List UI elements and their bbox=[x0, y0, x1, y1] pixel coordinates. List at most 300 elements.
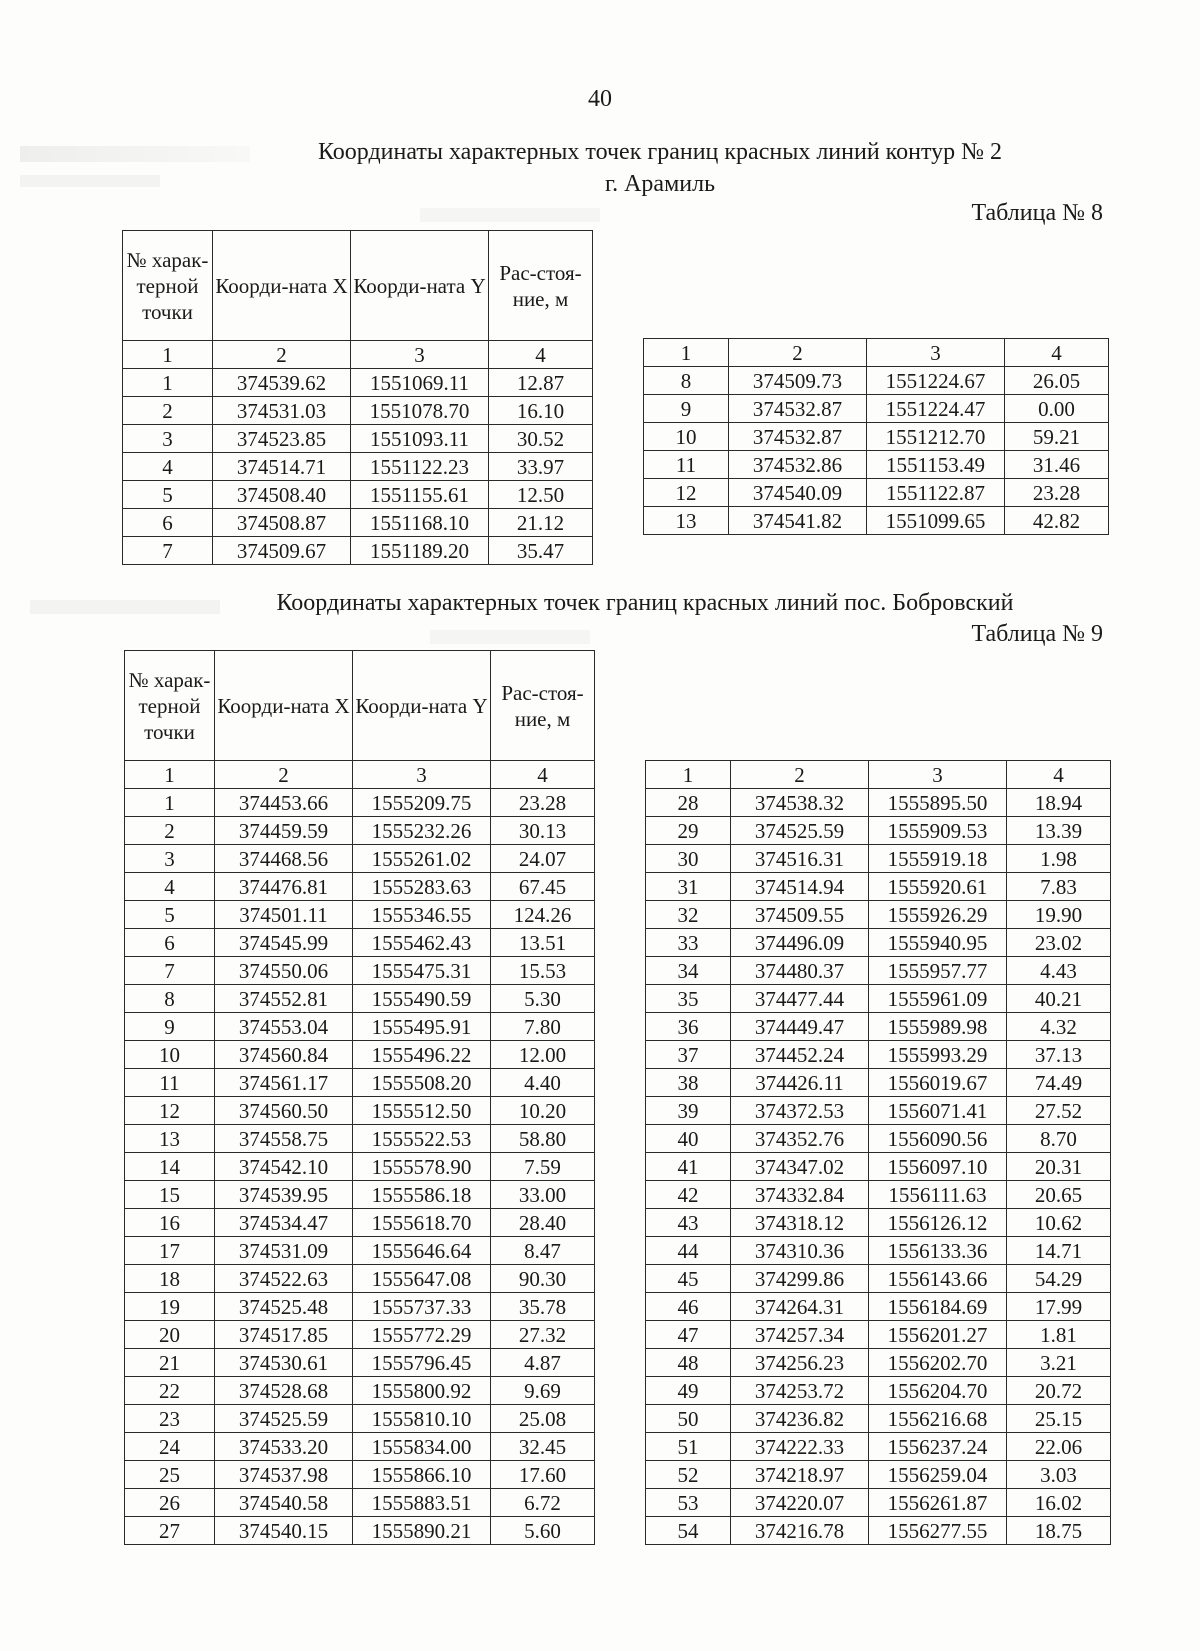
distance-cell: 9.69 bbox=[491, 1377, 595, 1405]
point-number-cell: 37 bbox=[646, 1041, 731, 1069]
coord-y-cell: 1555919.18 bbox=[869, 845, 1007, 873]
point-number-cell: 28 bbox=[646, 789, 731, 817]
distance-cell: 17.99 bbox=[1007, 1293, 1111, 1321]
table-row bbox=[125, 1433, 595, 1461]
table-9-left bbox=[124, 650, 595, 1545]
distance-cell: 42.82 bbox=[1005, 507, 1109, 535]
distance-cell: 1.81 bbox=[1007, 1321, 1111, 1349]
point-number-cell: 45 bbox=[646, 1265, 731, 1293]
coord-y-cell: 1556071.41 bbox=[869, 1097, 1007, 1125]
coord-x-cell: 374514.94 bbox=[731, 873, 869, 901]
distance-cell: 15.53 bbox=[491, 957, 595, 985]
coord-y-cell: 1555209.75 bbox=[353, 789, 491, 817]
coord-x-cell: 374531.09 bbox=[215, 1237, 353, 1265]
table-row bbox=[125, 1181, 595, 1209]
coord-y-cell: 1555993.29 bbox=[869, 1041, 1007, 1069]
point-number-cell: 22 bbox=[125, 1377, 215, 1405]
column-number: 4 bbox=[489, 341, 593, 369]
table-row bbox=[646, 957, 1111, 985]
distance-cell: 3.21 bbox=[1007, 1349, 1111, 1377]
point-number-cell: 49 bbox=[646, 1377, 731, 1405]
table-row bbox=[644, 395, 1109, 423]
coord-y-cell: 1551155.61 bbox=[351, 481, 489, 509]
distance-cell: 40.21 bbox=[1007, 985, 1111, 1013]
distance-cell: 10.62 bbox=[1007, 1209, 1111, 1237]
distance-cell: 25.08 bbox=[491, 1405, 595, 1433]
coord-y-cell: 1555475.31 bbox=[353, 957, 491, 985]
point-number-cell: 40 bbox=[646, 1125, 731, 1153]
table-row bbox=[646, 1097, 1111, 1125]
distance-cell: 35.78 bbox=[491, 1293, 595, 1321]
point-number-cell: 8 bbox=[125, 985, 215, 1013]
distance-cell: 12.87 bbox=[489, 369, 593, 397]
point-number-cell: 43 bbox=[646, 1209, 731, 1237]
coord-y-cell: 1555646.64 bbox=[353, 1237, 491, 1265]
distance-cell: 23.02 bbox=[1007, 929, 1111, 957]
distance-cell: 14.71 bbox=[1007, 1237, 1111, 1265]
coord-y-cell: 1555957.77 bbox=[869, 957, 1007, 985]
coord-x-cell: 374509.55 bbox=[731, 901, 869, 929]
coord-x-cell: 374508.87 bbox=[213, 509, 351, 537]
distance-cell: 28.40 bbox=[491, 1209, 595, 1237]
coord-x-cell: 374257.34 bbox=[731, 1321, 869, 1349]
distance-cell: 4.32 bbox=[1007, 1013, 1111, 1041]
point-number-cell: 11 bbox=[644, 451, 729, 479]
column-number-row bbox=[644, 339, 1109, 367]
coord-x-cell: 374525.48 bbox=[215, 1293, 353, 1321]
column-number-row bbox=[123, 341, 593, 369]
table-row bbox=[125, 1461, 595, 1489]
table-row bbox=[125, 1041, 595, 1069]
header-coord-x: Коорди-ната X bbox=[213, 231, 351, 341]
point-number-cell: 2 bbox=[125, 817, 215, 845]
table-row bbox=[125, 1321, 595, 1349]
coord-x-cell: 374539.62 bbox=[213, 369, 351, 397]
point-number-cell: 50 bbox=[646, 1405, 731, 1433]
table-8-right bbox=[643, 338, 1109, 535]
distance-cell: 35.47 bbox=[489, 537, 593, 565]
coord-x-cell: 374220.07 bbox=[731, 1489, 869, 1517]
point-number-cell: 7 bbox=[125, 957, 215, 985]
point-number-cell: 3 bbox=[125, 845, 215, 873]
column-number: 1 bbox=[644, 339, 729, 367]
coord-x-cell: 374222.33 bbox=[731, 1433, 869, 1461]
coord-y-cell: 1551069.11 bbox=[351, 369, 489, 397]
coord-x-cell: 374426.11 bbox=[731, 1069, 869, 1097]
coord-y-cell: 1556143.66 bbox=[869, 1265, 1007, 1293]
header-coord-x: Коорди-ната X bbox=[215, 651, 353, 761]
table-row bbox=[646, 1237, 1111, 1265]
distance-cell: 90.30 bbox=[491, 1265, 595, 1293]
point-number-cell: 2 bbox=[123, 397, 213, 425]
table-row bbox=[646, 1041, 1111, 1069]
coord-x-cell: 374459.59 bbox=[215, 817, 353, 845]
column-number: 2 bbox=[213, 341, 351, 369]
coord-x-cell: 374468.56 bbox=[215, 845, 353, 873]
point-number-cell: 20 bbox=[125, 1321, 215, 1349]
coord-y-cell: 1555926.29 bbox=[869, 901, 1007, 929]
coord-x-cell: 374453.66 bbox=[215, 789, 353, 817]
distance-cell: 7.80 bbox=[491, 1013, 595, 1041]
coord-x-cell: 374542.10 bbox=[215, 1153, 353, 1181]
point-number-cell: 21 bbox=[125, 1349, 215, 1377]
table-row bbox=[646, 1517, 1111, 1545]
coord-x-cell: 374477.44 bbox=[731, 985, 869, 1013]
coord-y-cell: 1556019.67 bbox=[869, 1069, 1007, 1097]
coord-x-cell: 374523.85 bbox=[213, 425, 351, 453]
table-row bbox=[646, 1321, 1111, 1349]
point-number-cell: 44 bbox=[646, 1237, 731, 1265]
coord-y-cell: 1555283.63 bbox=[353, 873, 491, 901]
coord-x-cell: 374531.03 bbox=[213, 397, 351, 425]
table-row bbox=[646, 1489, 1111, 1517]
point-number-cell: 46 bbox=[646, 1293, 731, 1321]
coord-y-cell: 1555496.22 bbox=[353, 1041, 491, 1069]
point-number-cell: 13 bbox=[125, 1125, 215, 1153]
coord-x-cell: 374236.82 bbox=[731, 1405, 869, 1433]
coord-y-cell: 1551153.49 bbox=[867, 451, 1005, 479]
coord-y-cell: 1555578.90 bbox=[353, 1153, 491, 1181]
column-number: 3 bbox=[867, 339, 1005, 367]
table-row bbox=[125, 1237, 595, 1265]
distance-cell: 26.05 bbox=[1005, 367, 1109, 395]
coord-x-cell: 374525.59 bbox=[731, 817, 869, 845]
coord-y-cell: 1555796.45 bbox=[353, 1349, 491, 1377]
distance-cell: 8.70 bbox=[1007, 1125, 1111, 1153]
point-number-cell: 10 bbox=[125, 1041, 215, 1069]
point-number-cell: 8 bbox=[644, 367, 729, 395]
coord-x-cell: 374532.86 bbox=[729, 451, 867, 479]
table-8-left bbox=[122, 230, 593, 565]
coord-x-cell: 374550.06 bbox=[215, 957, 353, 985]
table-row bbox=[646, 817, 1111, 845]
section-title-line-1: Координаты характерных точек границ красных линий контур № 2 bbox=[317, 139, 1003, 165]
distance-cell: 16.10 bbox=[489, 397, 593, 425]
coord-x-cell: 374533.20 bbox=[215, 1433, 353, 1461]
point-number-cell: 32 bbox=[646, 901, 731, 929]
coord-y-cell: 1556090.56 bbox=[869, 1125, 1007, 1153]
table-row bbox=[125, 901, 595, 929]
table-row bbox=[646, 873, 1111, 901]
coord-y-cell: 1556111.63 bbox=[869, 1181, 1007, 1209]
coord-y-cell: 1556126.12 bbox=[869, 1209, 1007, 1237]
table-row bbox=[125, 1097, 595, 1125]
coord-x-cell: 374558.75 bbox=[215, 1125, 353, 1153]
point-number-cell: 36 bbox=[646, 1013, 731, 1041]
section-title-bobrovsky: Координаты характерных точек границ красных линий пос. Бобровский bbox=[276, 590, 1014, 616]
column-number-row bbox=[125, 761, 595, 789]
coord-y-cell: 1555737.33 bbox=[353, 1293, 491, 1321]
coord-y-cell: 1551168.10 bbox=[351, 509, 489, 537]
coord-x-cell: 374528.68 bbox=[215, 1377, 353, 1405]
table-row bbox=[125, 1349, 595, 1377]
point-number-cell: 17 bbox=[125, 1237, 215, 1265]
coord-y-cell: 1556259.04 bbox=[869, 1461, 1007, 1489]
coord-y-cell: 1555772.29 bbox=[353, 1321, 491, 1349]
distance-cell: 6.72 bbox=[491, 1489, 595, 1517]
point-number-cell: 33 bbox=[646, 929, 731, 957]
coord-y-cell: 1556216.68 bbox=[869, 1405, 1007, 1433]
distance-cell: 58.80 bbox=[491, 1125, 595, 1153]
coord-x-cell: 374509.73 bbox=[729, 367, 867, 395]
distance-cell: 32.45 bbox=[491, 1433, 595, 1461]
table-row bbox=[125, 957, 595, 985]
coord-y-cell: 1556261.87 bbox=[869, 1489, 1007, 1517]
coord-y-cell: 1555866.10 bbox=[353, 1461, 491, 1489]
distance-cell: 20.72 bbox=[1007, 1377, 1111, 1405]
coord-y-cell: 1555586.18 bbox=[353, 1181, 491, 1209]
table-row bbox=[646, 901, 1111, 929]
table-row bbox=[123, 453, 593, 481]
coord-x-cell: 374496.09 bbox=[731, 929, 869, 957]
coord-x-cell: 374560.50 bbox=[215, 1097, 353, 1125]
point-number-cell: 51 bbox=[646, 1433, 731, 1461]
coord-y-cell: 1551189.20 bbox=[351, 537, 489, 565]
column-number: 2 bbox=[731, 761, 869, 789]
coord-y-cell: 1555618.70 bbox=[353, 1209, 491, 1237]
point-number-cell: 41 bbox=[646, 1153, 731, 1181]
distance-cell: 33.97 bbox=[489, 453, 593, 481]
coord-x-cell: 374540.15 bbox=[215, 1517, 353, 1545]
table-row bbox=[646, 1209, 1111, 1237]
coord-x-cell: 374541.82 bbox=[729, 507, 867, 535]
coord-x-cell: 374347.02 bbox=[731, 1153, 869, 1181]
coord-x-cell: 374299.86 bbox=[731, 1265, 869, 1293]
table-row bbox=[125, 1153, 595, 1181]
coord-y-cell: 1555508.20 bbox=[353, 1069, 491, 1097]
point-number-cell: 47 bbox=[646, 1321, 731, 1349]
coord-y-cell: 1555883.51 bbox=[353, 1489, 491, 1517]
coord-y-cell: 1555232.26 bbox=[353, 817, 491, 845]
point-number-cell: 23 bbox=[125, 1405, 215, 1433]
coord-x-cell: 374253.72 bbox=[731, 1377, 869, 1405]
point-number-cell: 18 bbox=[125, 1265, 215, 1293]
coord-y-cell: 1556204.70 bbox=[869, 1377, 1007, 1405]
coord-y-cell: 1556202.70 bbox=[869, 1349, 1007, 1377]
distance-cell: 37.13 bbox=[1007, 1041, 1111, 1069]
coord-x-cell: 374332.84 bbox=[731, 1181, 869, 1209]
coord-y-cell: 1555647.08 bbox=[353, 1265, 491, 1293]
coord-y-cell: 1555810.10 bbox=[353, 1405, 491, 1433]
distance-cell: 30.13 bbox=[491, 817, 595, 845]
distance-cell: 5.60 bbox=[491, 1517, 595, 1545]
coord-y-cell: 1555940.95 bbox=[869, 929, 1007, 957]
distance-cell: 21.12 bbox=[489, 509, 593, 537]
table-row bbox=[646, 1461, 1111, 1489]
distance-cell: 20.65 bbox=[1007, 1181, 1111, 1209]
table-row bbox=[125, 1405, 595, 1433]
point-number-cell: 6 bbox=[123, 509, 213, 537]
point-number-cell: 30 bbox=[646, 845, 731, 873]
table-row bbox=[125, 845, 595, 873]
column-number: 3 bbox=[353, 761, 491, 789]
coord-x-cell: 374537.98 bbox=[215, 1461, 353, 1489]
coord-y-cell: 1555346.55 bbox=[353, 901, 491, 929]
coord-x-cell: 374517.85 bbox=[215, 1321, 353, 1349]
coord-x-cell: 374532.87 bbox=[729, 423, 867, 451]
distance-cell: 18.94 bbox=[1007, 789, 1111, 817]
table-row bbox=[646, 1069, 1111, 1097]
table-row bbox=[646, 1125, 1111, 1153]
coord-y-cell: 1555920.61 bbox=[869, 873, 1007, 901]
coord-x-cell: 374561.17 bbox=[215, 1069, 353, 1097]
point-number-cell: 5 bbox=[123, 481, 213, 509]
coord-x-cell: 374476.81 bbox=[215, 873, 353, 901]
distance-cell: 17.60 bbox=[491, 1461, 595, 1489]
table-row bbox=[646, 1153, 1111, 1181]
table-row bbox=[644, 367, 1109, 395]
table-row bbox=[125, 1489, 595, 1517]
coord-y-cell: 1551078.70 bbox=[351, 397, 489, 425]
table-row bbox=[646, 1433, 1111, 1461]
coord-x-cell: 374264.31 bbox=[731, 1293, 869, 1321]
header-row bbox=[125, 651, 595, 761]
point-number-cell: 15 bbox=[125, 1181, 215, 1209]
coord-y-cell: 1551224.67 bbox=[867, 367, 1005, 395]
point-number-cell: 31 bbox=[646, 873, 731, 901]
coord-x-cell: 374553.04 bbox=[215, 1013, 353, 1041]
table-row bbox=[123, 425, 593, 453]
coord-y-cell: 1555522.53 bbox=[353, 1125, 491, 1153]
point-number-cell: 7 bbox=[123, 537, 213, 565]
coord-y-cell: 1551093.11 bbox=[351, 425, 489, 453]
table-row bbox=[646, 789, 1111, 817]
coord-x-cell: 374318.12 bbox=[731, 1209, 869, 1237]
header-coord-y: Коорди-ната Y bbox=[351, 231, 489, 341]
header-row bbox=[123, 231, 593, 341]
coord-y-cell: 1555261.02 bbox=[353, 845, 491, 873]
distance-cell: 4.40 bbox=[491, 1069, 595, 1097]
point-number-cell: 3 bbox=[123, 425, 213, 453]
table-row bbox=[646, 1349, 1111, 1377]
table-9-label: Таблица № 9 bbox=[971, 621, 1103, 647]
table-row bbox=[646, 1293, 1111, 1321]
point-number-cell: 42 bbox=[646, 1181, 731, 1209]
point-number-cell: 19 bbox=[125, 1293, 215, 1321]
coord-y-cell: 1551224.47 bbox=[867, 395, 1005, 423]
coord-x-cell: 374525.59 bbox=[215, 1405, 353, 1433]
coord-x-cell: 374538.32 bbox=[731, 789, 869, 817]
point-number-cell: 4 bbox=[123, 453, 213, 481]
table-row bbox=[644, 507, 1109, 535]
distance-cell: 5.30 bbox=[491, 985, 595, 1013]
distance-cell: 19.90 bbox=[1007, 901, 1111, 929]
scan-bleed-mark bbox=[420, 208, 600, 222]
coord-x-cell: 374545.99 bbox=[215, 929, 353, 957]
table-row bbox=[125, 1125, 595, 1153]
point-number-cell: 48 bbox=[646, 1349, 731, 1377]
table-row bbox=[125, 789, 595, 817]
header-distance: Рас-стоя-ние, м bbox=[489, 231, 593, 341]
point-number-cell: 10 bbox=[644, 423, 729, 451]
distance-cell: 16.02 bbox=[1007, 1489, 1111, 1517]
distance-cell: 13.51 bbox=[491, 929, 595, 957]
point-number-cell: 25 bbox=[125, 1461, 215, 1489]
distance-cell: 27.32 bbox=[491, 1321, 595, 1349]
point-number-cell: 9 bbox=[125, 1013, 215, 1041]
coord-y-cell: 1556277.55 bbox=[869, 1517, 1007, 1545]
point-number-cell: 24 bbox=[125, 1433, 215, 1461]
distance-cell: 27.52 bbox=[1007, 1097, 1111, 1125]
distance-cell: 18.75 bbox=[1007, 1517, 1111, 1545]
table-row bbox=[644, 451, 1109, 479]
table-row bbox=[125, 1069, 595, 1097]
distance-cell: 7.59 bbox=[491, 1153, 595, 1181]
coord-x-cell: 374452.24 bbox=[731, 1041, 869, 1069]
section-title-contour-2 bbox=[200, 136, 1120, 200]
point-number-cell: 9 bbox=[644, 395, 729, 423]
table-row bbox=[123, 509, 593, 537]
coord-x-cell: 374216.78 bbox=[731, 1517, 869, 1545]
table-row bbox=[123, 537, 593, 565]
point-number-cell: 14 bbox=[125, 1153, 215, 1181]
header-point-number: № харак-терной точки bbox=[123, 231, 213, 341]
table-row bbox=[646, 1181, 1111, 1209]
coord-x-cell: 374480.37 bbox=[731, 957, 869, 985]
table-row bbox=[646, 1377, 1111, 1405]
coord-y-cell: 1551212.70 bbox=[867, 423, 1005, 451]
coord-y-cell: 1551122.23 bbox=[351, 453, 489, 481]
coord-y-cell: 1556237.24 bbox=[869, 1433, 1007, 1461]
coord-y-cell: 1555834.00 bbox=[353, 1433, 491, 1461]
point-number-cell: 1 bbox=[125, 789, 215, 817]
point-number-cell: 38 bbox=[646, 1069, 731, 1097]
distance-cell: 23.28 bbox=[1005, 479, 1109, 507]
coord-y-cell: 1551099.65 bbox=[867, 507, 1005, 535]
coord-x-cell: 374534.47 bbox=[215, 1209, 353, 1237]
table-row bbox=[644, 423, 1109, 451]
distance-cell: 13.39 bbox=[1007, 817, 1111, 845]
coord-x-cell: 374516.31 bbox=[731, 845, 869, 873]
table-8-label: Таблица № 8 bbox=[971, 200, 1103, 226]
table-row bbox=[125, 929, 595, 957]
distance-cell: 4.87 bbox=[491, 1349, 595, 1377]
header-distance: Рас-стоя-ние, м bbox=[491, 651, 595, 761]
coord-y-cell: 1551122.87 bbox=[867, 479, 1005, 507]
table-9-right bbox=[645, 760, 1111, 1545]
column-number: 2 bbox=[729, 339, 867, 367]
point-number-cell: 26 bbox=[125, 1489, 215, 1517]
table-row bbox=[125, 1265, 595, 1293]
point-number-cell: 52 bbox=[646, 1461, 731, 1489]
table-row bbox=[125, 817, 595, 845]
distance-cell: 8.47 bbox=[491, 1237, 595, 1265]
table-row bbox=[646, 985, 1111, 1013]
column-number: 4 bbox=[1007, 761, 1111, 789]
point-number-cell: 29 bbox=[646, 817, 731, 845]
distance-cell: 23.28 bbox=[491, 789, 595, 817]
coord-x-cell: 374310.36 bbox=[731, 1237, 869, 1265]
coord-x-cell: 374218.97 bbox=[731, 1461, 869, 1489]
coord-y-cell: 1555462.43 bbox=[353, 929, 491, 957]
column-number: 4 bbox=[1005, 339, 1109, 367]
point-number-cell: 53 bbox=[646, 1489, 731, 1517]
point-number-cell: 11 bbox=[125, 1069, 215, 1097]
distance-cell: 12.00 bbox=[491, 1041, 595, 1069]
column-number: 1 bbox=[123, 341, 213, 369]
distance-cell: 124.26 bbox=[491, 901, 595, 929]
distance-cell: 22.06 bbox=[1007, 1433, 1111, 1461]
coord-y-cell: 1555890.21 bbox=[353, 1517, 491, 1545]
table-row bbox=[125, 1517, 595, 1545]
coord-y-cell: 1555800.92 bbox=[353, 1377, 491, 1405]
column-number: 1 bbox=[125, 761, 215, 789]
table-row bbox=[644, 479, 1109, 507]
column-number: 3 bbox=[351, 341, 489, 369]
coord-y-cell: 1555495.91 bbox=[353, 1013, 491, 1041]
coord-x-cell: 374532.87 bbox=[729, 395, 867, 423]
coord-y-cell: 1555490.59 bbox=[353, 985, 491, 1013]
